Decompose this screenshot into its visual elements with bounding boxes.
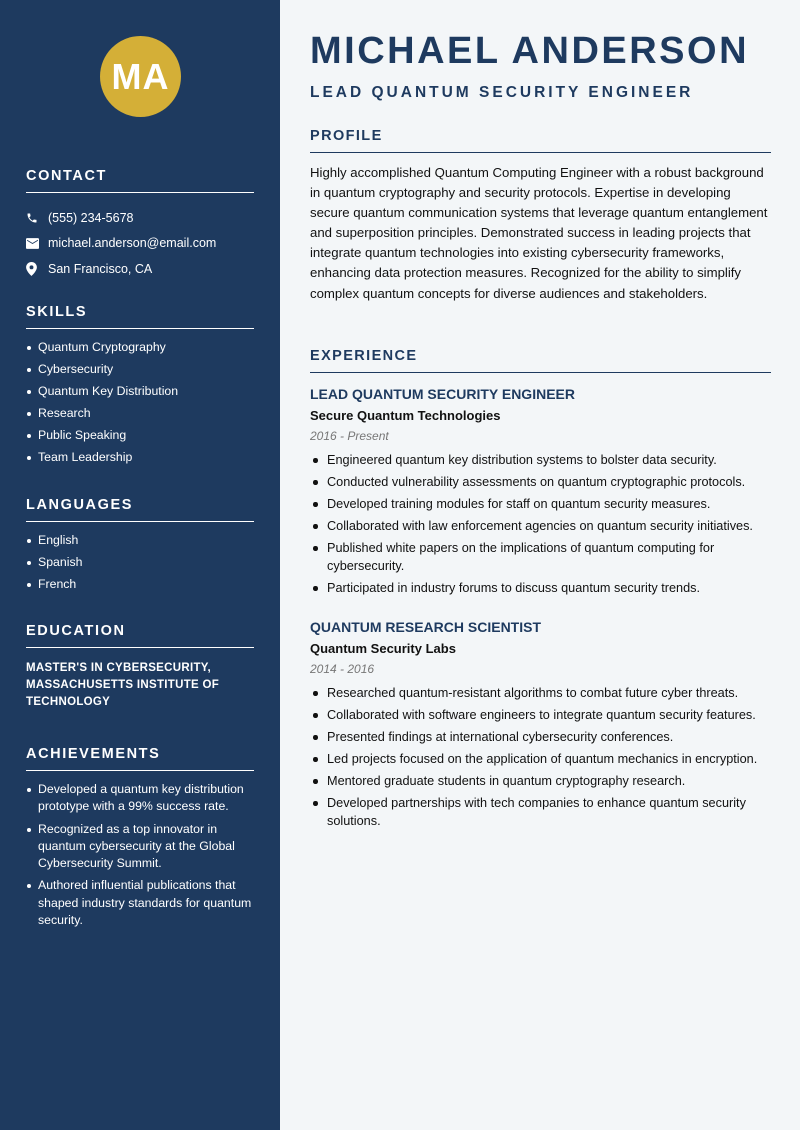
skill-item: Research	[26, 405, 254, 422]
job-bullet: Participated in industry forums to discuss quantum security trends.	[310, 579, 771, 597]
location-pin-icon	[26, 262, 48, 276]
sidebar	[0, 0, 280, 1130]
profile-text: Highly accomplished Quantum Computing Engineer with a robust background in quantum cryptography and security protocols. Expertise in developing secure quantum communication systems that leverage quantum entanglement and superposition principles. Demonstrated success in leading projects that integrate quantum technologies into existing cybersecurity frameworks, enhancing data protection measures. Recognized for the ability to simplify complex quantum concepts for diverse audiences and stakeholders.	[310, 165, 768, 301]
phone-text: (555) 234-5678	[48, 210, 134, 225]
languages-section	[26, 497, 254, 598]
education-heading: EDUCATION	[26, 623, 254, 648]
job-bullet: Conducted vulnerability assessments on quantum cryptographic protocols.	[310, 473, 771, 491]
location-text: San Francisco, CA	[48, 261, 153, 276]
achievements-section	[26, 746, 254, 934]
job-bullet: Presented findings at international cybersecurity conferences.	[310, 728, 771, 746]
person-title: LEAD QUANTUM SECURITY ENGINEER	[310, 84, 694, 101]
email-icon	[26, 238, 48, 249]
job-bullet: Led projects focused on the application of quantum mechanics in encryption.	[310, 750, 771, 768]
achievement-item: Recognized as a top innovator in quantum cybersecurity at the Global Cybersecurity Summit.	[26, 821, 254, 873]
job-bullet: Engineered quantum key distribution systems to bolster data security.	[310, 451, 771, 469]
skill-item: Team Leadership	[26, 449, 254, 466]
skill-item: Quantum Key Distribution	[26, 383, 254, 400]
job-dates: 2014 - 2016	[310, 662, 375, 676]
achievements-list	[26, 781, 254, 929]
skills-heading: SKILLS	[26, 304, 254, 329]
skills-section	[26, 304, 254, 471]
contact-email	[26, 231, 254, 257]
job-bullets	[310, 451, 771, 597]
job-role: QUANTUM RESEARCH SCIENTIST	[310, 619, 542, 635]
contact-list	[26, 205, 254, 282]
language-item: English	[26, 532, 254, 549]
job-dates: 2016 - Present	[310, 429, 389, 443]
contact-phone	[26, 205, 254, 231]
contact-heading: CONTACT	[26, 168, 254, 193]
job-bullets	[310, 684, 771, 830]
profile-heading: PROFILE	[310, 128, 771, 153]
education-section	[26, 623, 254, 711]
language-item: French	[26, 576, 254, 593]
job-bullet: Developed partnerships with tech companies to enhance quantum security solutions.	[310, 794, 771, 830]
achievement-item: Authored influential publications that shaped industry standards for quantum security.	[26, 877, 254, 929]
job-company: Quantum Security Labs	[310, 641, 456, 656]
achievements-heading: ACHIEVEMENTS	[26, 746, 254, 771]
job-bullet: Collaborated with law enforcement agencies on quantum security initiatives.	[310, 517, 771, 535]
education-degree: MASTER'S IN CYBERSECURITY, MASSACHUSETTS INSTITUTE OF TECHNOLOGY	[26, 662, 220, 708]
job-bullet: Researched quantum-resistant algorithms to combat future cyber threats.	[310, 684, 771, 702]
language-item: Spanish	[26, 554, 254, 571]
achievement-item: Developed a quantum key distribution prototype with a 99% success rate.	[26, 781, 254, 816]
email-text: michael.anderson@email.com	[48, 236, 217, 251]
languages-list	[26, 532, 254, 593]
skill-item: Public Speaking	[26, 427, 254, 444]
job-bullet: Mentored graduate students in quantum cryptography research.	[310, 772, 771, 790]
avatar: MA	[100, 36, 181, 117]
person-name: MICHAEL ANDERSON	[310, 30, 750, 72]
languages-heading: LANGUAGES	[26, 497, 254, 522]
experience-heading: EXPERIENCE	[310, 348, 771, 373]
skill-item: Cybersecurity	[26, 361, 254, 378]
job-bullet: Collaborated with software engineers to integrate quantum security features.	[310, 706, 771, 724]
job-entry	[310, 619, 771, 834]
job-bullet: Developed training modules for staff on quantum security measures.	[310, 495, 771, 513]
contact-section	[26, 168, 254, 282]
job-role: LEAD QUANTUM SECURITY ENGINEER	[310, 386, 575, 402]
job-bullet: Published white papers on the implications of quantum computing for cybersecurity.	[310, 539, 771, 575]
contact-location	[26, 256, 254, 282]
phone-icon	[26, 212, 48, 224]
job-entry	[310, 386, 771, 601]
skills-list	[26, 339, 254, 466]
job-company: Secure Quantum Technologies	[310, 408, 501, 423]
skill-item: Quantum Cryptography	[26, 339, 254, 356]
